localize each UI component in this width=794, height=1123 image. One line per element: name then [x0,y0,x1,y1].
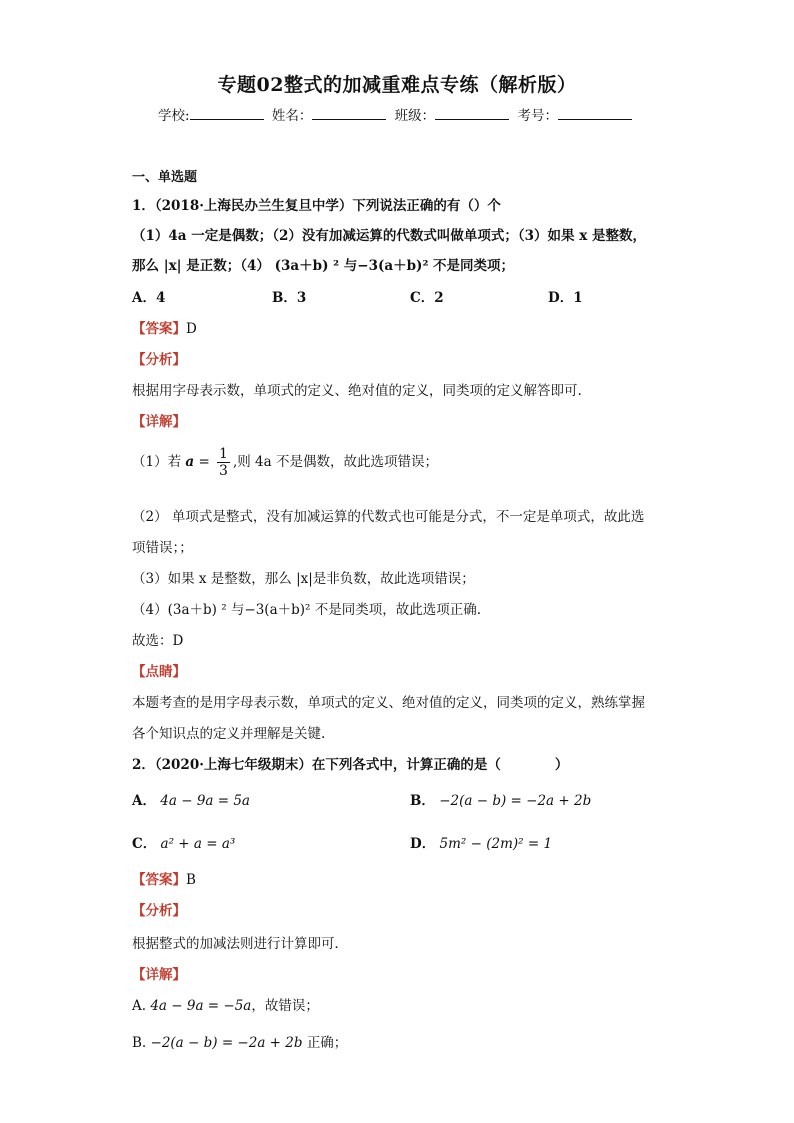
q1-option-d: D．1 [548,290,583,306]
school-blank[interactable] [190,107,264,120]
q2-option-c [132,832,235,852]
name-label: 姓名： [271,108,313,124]
detail-a-label: A. [132,998,147,1014]
q2-detail-tag: 【详解】 [132,967,186,983]
q1-detail-tag: 【详解】 [132,414,186,430]
detail-a-expression: 4a − 9a = −5a [150,998,252,1014]
q1-comment-tag: 【点睛】 [132,664,186,680]
q1-detail-3: （3）如果 x 是整数，那么 |x|是非负数，故此选项错误； [132,571,475,587]
page-title: 专题02整式的加减重难点专练（解析版） [217,74,577,96]
q1-option-b: B．3 [272,290,307,306]
q2-option-b [410,789,591,809]
q1-option-c: C．2 [410,290,444,306]
answer-value: D [186,321,197,337]
option-a-label: A． [132,793,156,809]
q2-stem: 2．（2020·上海七年级期末）在下列各式中，计算正确的是（ ） [132,757,569,773]
q1-comment-line2: 各个知识点的定义并理解是关键. [132,726,326,742]
student-info-line [0,104,794,124]
section-heading: 一、单选题 [132,170,198,185]
answer-value: B [186,872,196,888]
fraction-one-third [217,446,230,479]
detail-b-text: 正确； [306,1035,348,1051]
q1-detail-2a: （2） 单项式是整式，没有加减运算的代数式也可能是分式，不一定是单项式，故此选 [132,509,645,525]
detail-1-variable: a [185,454,195,470]
q2-option-d [410,832,552,852]
option-b-expression: −2(a − b) = −2a + 2b [439,793,592,809]
q1-stem: 1．（2018·上海民办兰生复旦中学）下列说法正确的有（）个 [132,198,501,214]
q1-detail-4: （4）(3a＋b) ² 与−3(a＋b)² 不是同类项，故此选项正确. [132,602,482,618]
q1-comment-line1: 本题考查的是用字母表示数，单项式的定义、绝对值的定义，同类项的定义，熟练掌握 [132,695,645,711]
class-label: 班级： [394,108,436,124]
school-label: 学校: [158,108,190,124]
class-blank[interactable] [435,107,509,120]
q1-statement-line2: 那么 |x| 是正数；（4） (3a＋b) ² 与−3(a＋b)² 不是同类项； [132,258,515,274]
q1-detail-2b: 项错误；； [132,540,193,556]
option-a-expression: 4a − 9a = 5a [160,793,250,809]
q2-option-a [132,789,250,809]
option-c-expression: a² + a = a³ [160,836,236,852]
q2-detail-a [132,994,319,1014]
name-blank[interactable] [312,107,386,120]
q1-answer [132,317,197,337]
detail-1-equals: = [198,454,210,470]
q1-detail-1 [132,446,438,479]
detail-a-text: ，故错误； [251,998,319,1014]
answer-tag: 【答案】 [132,872,186,888]
number-blank[interactable] [558,107,632,120]
answer-tag: 【答案】 [132,321,186,337]
detail-1-prefix: （1）若 [132,454,182,470]
q1-choose: 故选：D [132,633,184,649]
option-c-label: C． [132,836,157,852]
detail-b-label: B. [132,1035,147,1051]
detail-b-expression: −2(a − b) = −2a + 2b [150,1035,303,1051]
q2-analysis-tag: 【分析】 [132,903,186,919]
q1-analysis-tag: 【分析】 [132,352,186,368]
q1-option-a: A．4 [132,290,166,306]
fraction-numerator: 1 [219,446,228,462]
q1-analysis-text: 根据用字母表示数，单项式的定义、绝对值的定义，同类项的定义解答即可. [132,383,582,399]
q1-statement-line1: （1）4a 一定是偶数；（2）没有加减运算的代数式叫做单项式；（3）如果 x 是整数， [132,228,646,244]
q2-analysis-text: 根据整式的加减法则进行计算即可． [132,936,348,952]
detail-1-suffix: ,则 4a 不是偶数，故此选项错误； [232,454,438,470]
fraction-denominator: 3 [219,463,228,479]
q2-detail-b [132,1031,347,1051]
option-b-label: B． [410,793,435,809]
q2-answer [132,868,196,888]
number-label: 考号： [517,108,558,124]
option-d-label: D． [410,836,436,852]
option-d-expression: 5m² − (2m)² = 1 [439,836,553,852]
